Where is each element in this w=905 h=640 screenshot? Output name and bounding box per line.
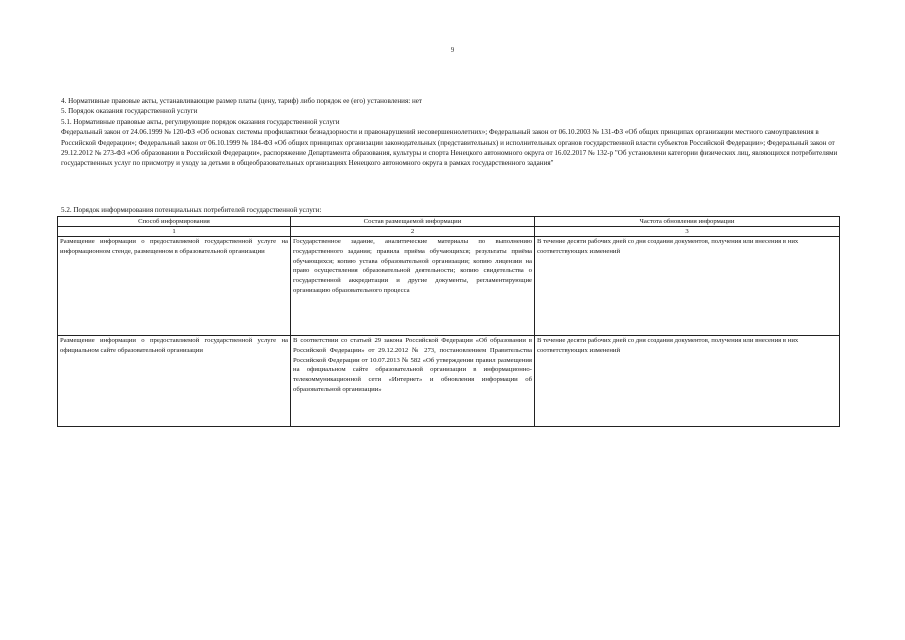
table-row xyxy=(58,336,840,427)
cell-method: Размещение информации о предоставляемой государственной услуге на официальном сайте образовательной организации xyxy=(58,336,291,427)
cell-frequency: В течение десяти рабочих дней со дня создания документов, получения или внесения в них соответствующих изменений xyxy=(535,237,840,336)
table-column-number-row xyxy=(58,227,840,237)
column-number: 2 xyxy=(291,227,535,237)
table-row xyxy=(58,237,840,336)
cell-content: Государственное задание, аналитические материалы по выполнению государственного задания; правила приёма обучающихся; результаты приёма обучающихся; копию устава образовательной организации; копию лицензии на право осуществления образовательной деятельности; копию свидетельства о государственной аккредитации и другие документы, регламентирующие организацию образовательного процесса xyxy=(291,237,535,336)
paragraph-regulating-acts-heading: 5.1. Нормативные правовые акты, регулирующие порядок оказания государственной услуги xyxy=(61,117,340,126)
header-frequency: Частота обновления информации xyxy=(535,217,840,227)
column-number: 3 xyxy=(535,227,840,237)
paragraph-regulating-acts-list: Федеральный закон от 24.06.1999 № 120-ФЗ «Об основах системы профилактики безнадзорности и правонарушений несовершеннолетних»; Федеральный закон от 06.10.2003 № 131-ФЗ «Об общих принципах организации местного самоуправления в Российской Федерации»; Федеральный закон от 06.10.1999 № 184-ФЗ «Об общих принципах организации законодательных (представительных) и исполнительных органов государственной власти субъектов Российской Федерации»; Федеральный закон от 29.12.2012 № 273-ФЗ «Об образовании в Российской Федерации», распоряжение Департамента образования, культуры и спорта Ненецкого автономного округа от 16.02.2017 № 132-р "Об установлени категории физических лиц, являющихся потребителями государственных услуг по присмотру и уходу за детьми в общеобразовательных организациях Ненецкого автономного округа в рамках государственного задания" xyxy=(61,128,838,168)
document-body xyxy=(61,96,841,169)
cell-method: Размещение информации о предоставляемой государственной услуге на информационном стенде, размещенном в образовательной организации xyxy=(58,237,291,336)
page-number: 9 xyxy=(450,46,455,54)
cell-frequency: В течение десяти рабочих дней со дня создания документов, получения или внесения в них соответствующих изменений xyxy=(535,336,840,427)
information-table xyxy=(57,216,840,427)
table-title: 5.2. Порядок информирования потенциальных потребителей государственной услуги: xyxy=(61,206,322,214)
header-method: Способ информирования xyxy=(58,217,291,227)
table-header-row xyxy=(58,217,840,227)
header-content: Состав размещаемой информации xyxy=(291,217,535,227)
column-number: 1 xyxy=(58,227,291,237)
paragraph-payment-acts: 4. Нормативные правовые акты, устанавливающие размер платы (цену, тариф) либо порядок ее (его) установления: нет xyxy=(61,97,423,105)
paragraph-service-procedure: 5. Порядок оказания государственной услуги xyxy=(61,107,198,116)
cell-content: В соответствии со статьей 29 закона Российской Федерации «Об образовании в Российской Федерации» от 29.12.2012 № 273, постановлением Правительства Российской Федерации от 10.07.2013 № 582 «Об утверждении правил размещения на официальном сайте образовательной организации в информационно-телекоммуникационной сети «Интернет» и обновления информации об образовательной организации» xyxy=(291,336,535,427)
